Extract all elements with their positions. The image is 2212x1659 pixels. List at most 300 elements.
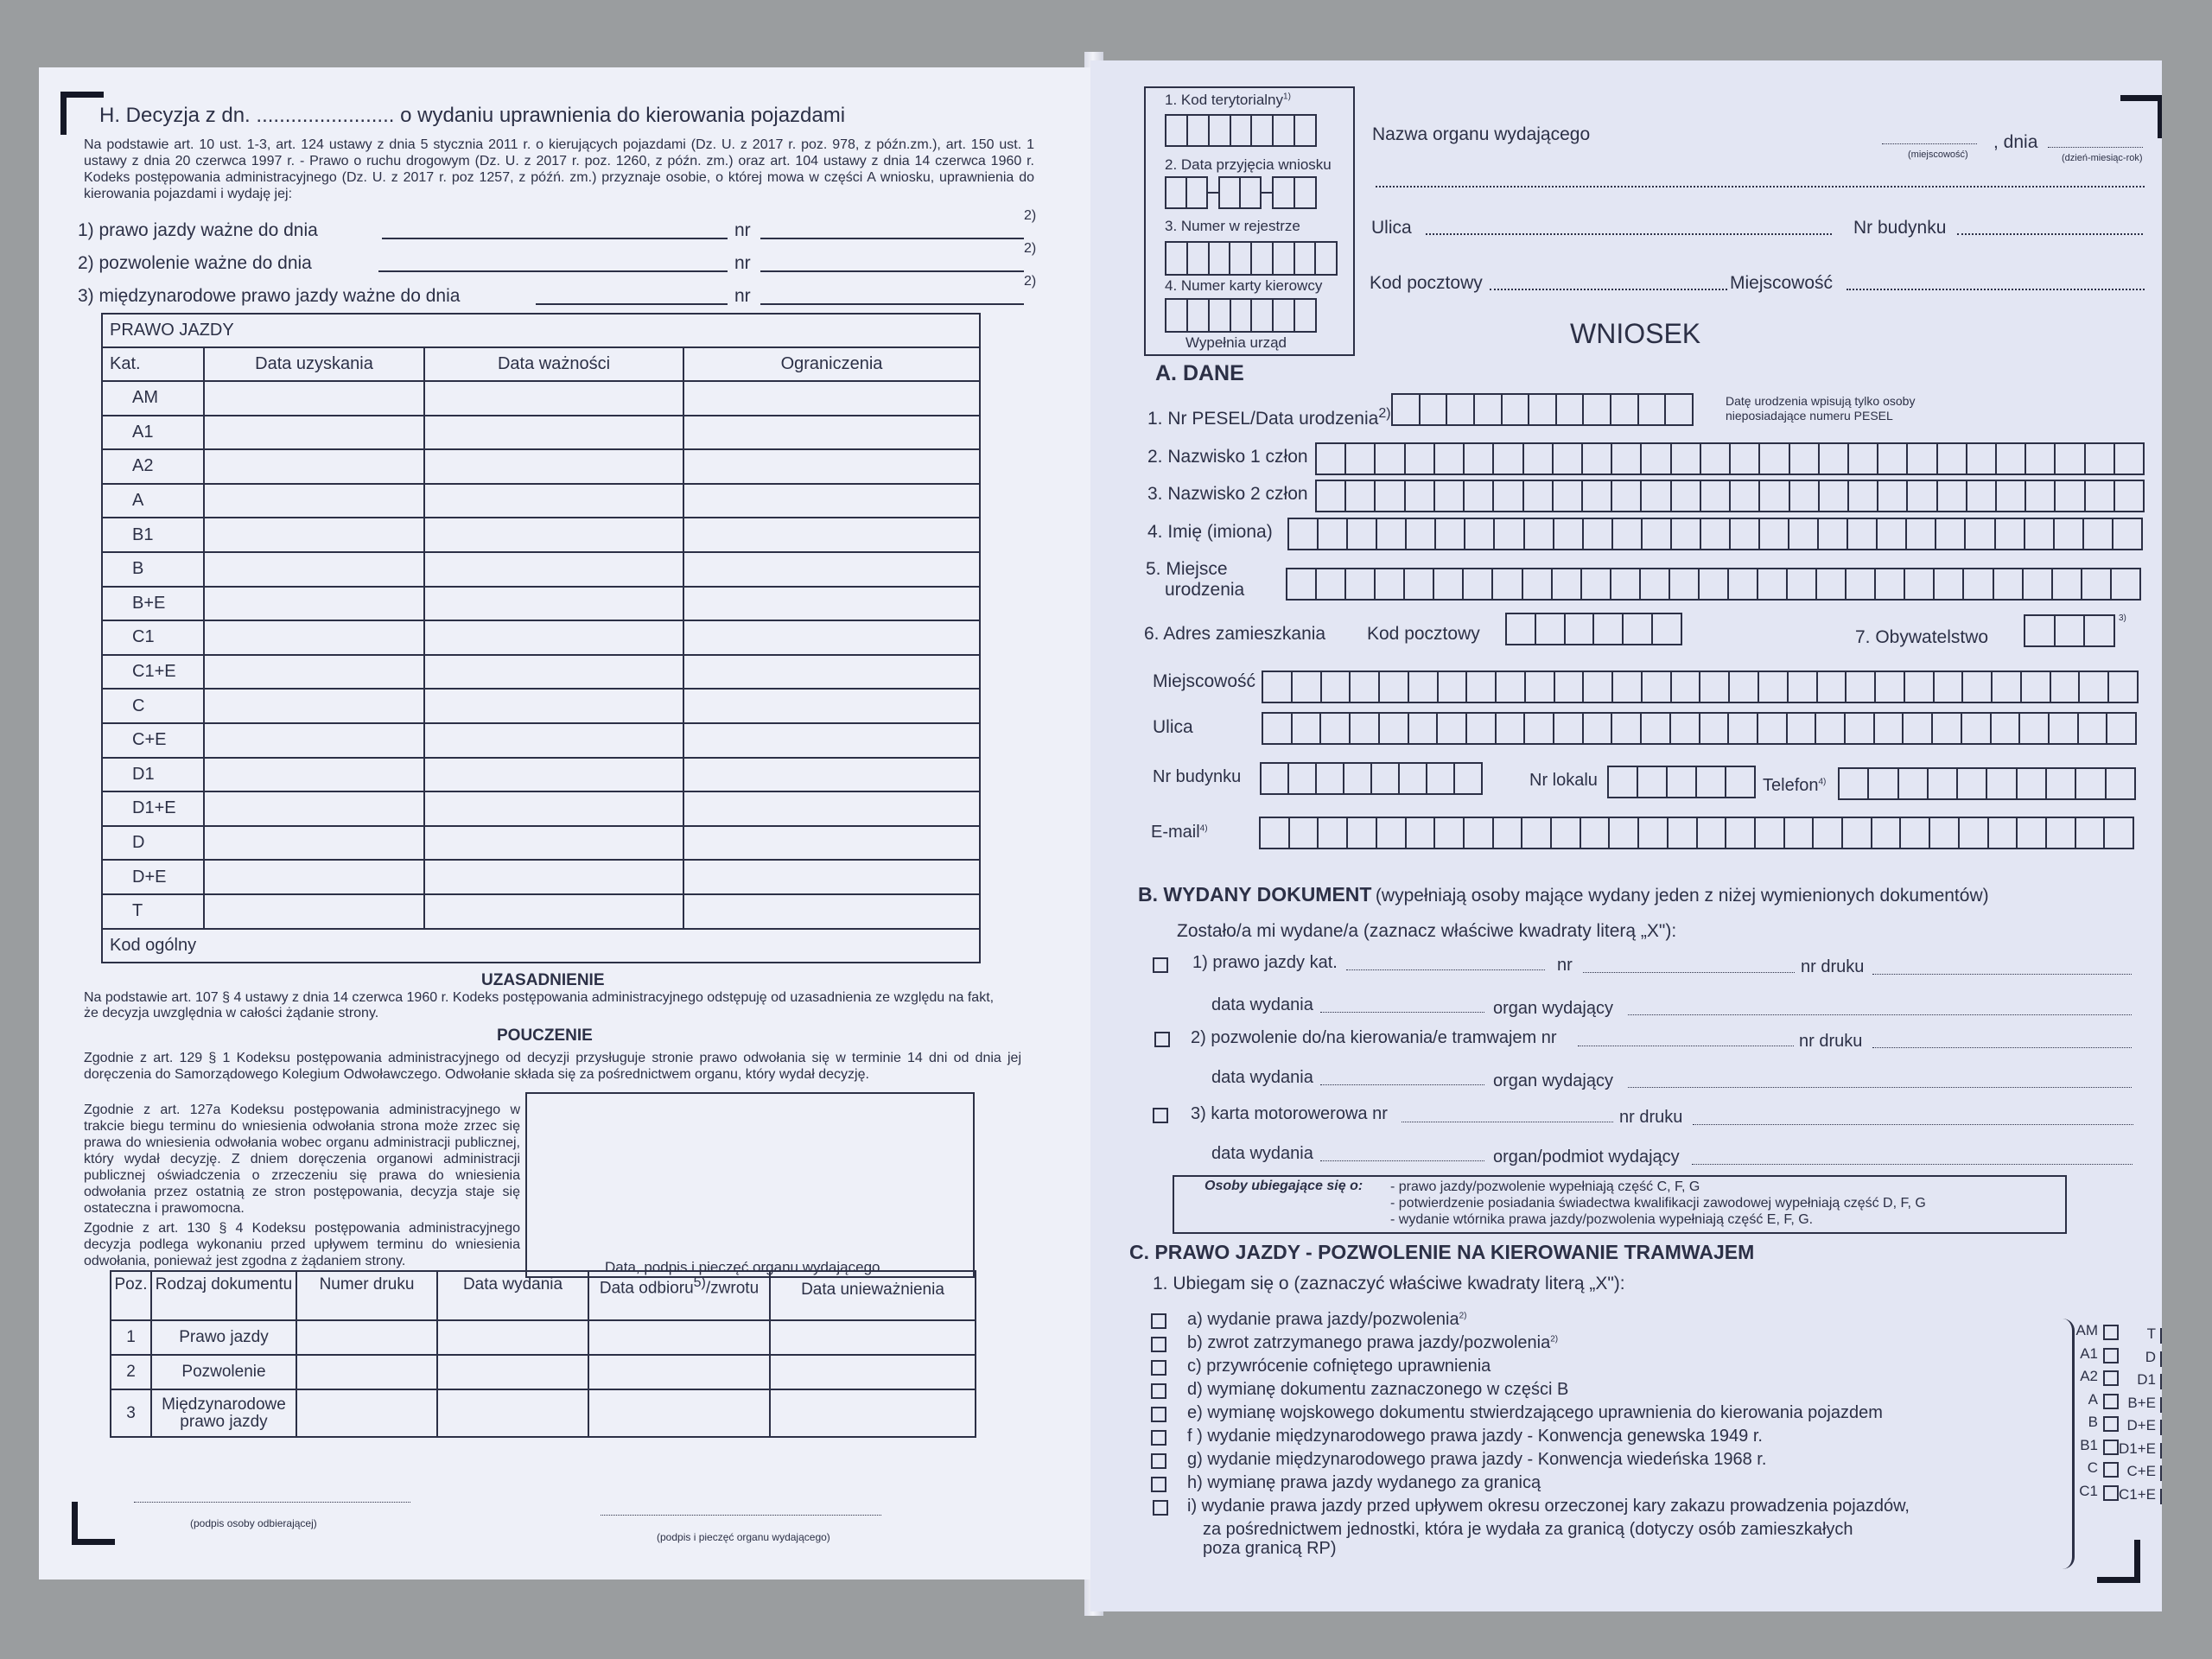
table-cell[interactable]: [683, 826, 980, 861]
char-box[interactable]: [1497, 672, 1526, 702]
char-box[interactable]: [2026, 444, 2056, 474]
cell[interactable]: [588, 1355, 770, 1389]
char-box[interactable]: [1406, 481, 1435, 511]
category-checkbox[interactable]: [2103, 1416, 2119, 1432]
char-box[interactable]: [2020, 714, 2050, 743]
char-box[interactable]: [1348, 519, 1377, 549]
char-box[interactable]: [1554, 481, 1583, 511]
table-cell[interactable]: [204, 689, 424, 723]
char-box[interactable]: [1848, 519, 1878, 549]
char-box[interactable]: [1289, 519, 1319, 549]
char-box[interactable]: [1435, 444, 1465, 474]
char-box[interactable]: [1523, 569, 1553, 599]
char-box[interactable]: [1878, 444, 1908, 474]
checkbox[interactable]: [1151, 1313, 1166, 1329]
email-boxes[interactable]: [1259, 817, 2134, 849]
char-box[interactable]: [1731, 481, 1760, 511]
char-box[interactable]: [1818, 672, 1847, 702]
char-box[interactable]: [2055, 519, 2084, 549]
nazwisko2-boxes[interactable]: [1315, 480, 2145, 512]
char-box[interactable]: [1700, 714, 1730, 743]
char-box[interactable]: [1348, 818, 1377, 848]
cell[interactable]: [296, 1389, 437, 1437]
char-box[interactable]: [1435, 818, 1465, 848]
char-box[interactable]: [1789, 672, 1818, 702]
char-box[interactable]: [1905, 569, 1935, 599]
char-box[interactable]: [1263, 672, 1293, 702]
char-box[interactable]: [1966, 519, 1995, 549]
cell[interactable]: [770, 1355, 976, 1389]
table-cell[interactable]: [424, 860, 683, 894]
char-box[interactable]: [1930, 818, 1960, 848]
char-box[interactable]: [1409, 672, 1439, 702]
char-box[interactable]: [1293, 714, 1322, 743]
char-box[interactable]: [2018, 769, 2047, 798]
char-box[interactable]: [1263, 714, 1293, 743]
checkbox[interactable]: [1151, 1337, 1166, 1352]
char-box[interactable]: [1467, 714, 1497, 743]
char-box[interactable]: [1672, 444, 1701, 474]
char-box[interactable]: [1317, 481, 1346, 511]
char-box[interactable]: [1869, 769, 1898, 798]
char-box[interactable]: [2082, 569, 2112, 599]
category-checkbox[interactable]: [2160, 1420, 2162, 1435]
table-cell[interactable]: [424, 758, 683, 792]
char-box[interactable]: [2076, 769, 2106, 798]
char-box[interactable]: [1612, 714, 1642, 743]
char-box[interactable]: [1672, 672, 1701, 702]
numer-rejestr-boxes[interactable]: [1165, 241, 1338, 276]
table-cell[interactable]: [683, 620, 980, 655]
char-box[interactable]: [1346, 444, 1376, 474]
char-box[interactable]: [1671, 714, 1700, 743]
char-box[interactable]: [1760, 519, 1789, 549]
char-box[interactable]: [1612, 444, 1642, 474]
cell[interactable]: [588, 1320, 770, 1355]
obywatelstwo-boxes[interactable]: [2024, 614, 2115, 647]
kod-pocztowy-boxes[interactable]: [1505, 613, 1682, 645]
char-box[interactable]: [1788, 569, 1817, 599]
category-checkbox[interactable]: [2103, 1462, 2119, 1478]
kod-pocztowy-field[interactable]: [1490, 289, 1727, 290]
char-box[interactable]: [1700, 569, 1729, 599]
category-checkbox[interactable]: [2103, 1325, 2119, 1340]
char-box[interactable]: [1612, 481, 1642, 511]
table-cell[interactable]: [204, 655, 424, 690]
char-box[interactable]: [1876, 569, 1905, 599]
char-box[interactable]: [2018, 818, 2047, 848]
char-box[interactable]: [1377, 519, 1407, 549]
checkbox[interactable]: [1153, 1108, 1168, 1123]
char-box[interactable]: [1758, 569, 1788, 599]
char-box[interactable]: [1933, 714, 1962, 743]
char-box[interactable]: [1321, 714, 1351, 743]
cell[interactable]: [437, 1355, 588, 1389]
cell[interactable]: [588, 1389, 770, 1437]
char-box[interactable]: [1322, 672, 1351, 702]
char-box[interactable]: [1319, 519, 1348, 549]
char-box[interactable]: [1820, 444, 1849, 474]
category-checkbox[interactable]: [2103, 1485, 2119, 1501]
table-cell[interactable]: [424, 518, 683, 552]
table-cell[interactable]: [424, 587, 683, 621]
char-box[interactable]: [1553, 569, 1582, 599]
table-cell[interactable]: [204, 894, 424, 929]
char-box[interactable]: [1376, 481, 1405, 511]
nazwisko1-boxes[interactable]: [1315, 442, 2145, 475]
pesel-boxes[interactable]: [1391, 393, 1694, 426]
char-box[interactable]: [1701, 519, 1731, 549]
cell[interactable]: [770, 1389, 976, 1437]
table-cell[interactable]: [683, 791, 980, 826]
char-box[interactable]: [1494, 818, 1523, 848]
char-box[interactable]: [1816, 714, 1846, 743]
validity-field[interactable]: [382, 238, 728, 239]
char-box[interactable]: [1967, 444, 1997, 474]
table-cell[interactable]: [424, 791, 683, 826]
field[interactable]: [1692, 1164, 2133, 1165]
table-cell[interactable]: [424, 894, 683, 929]
category-checkbox[interactable]: [2103, 1370, 2119, 1386]
validity-field[interactable]: [536, 303, 728, 305]
nr-budynku-field[interactable]: [1957, 233, 2143, 235]
char-box[interactable]: [1987, 769, 2017, 798]
cell[interactable]: [437, 1320, 588, 1355]
char-box[interactable]: [1938, 444, 1967, 474]
table-cell[interactable]: [683, 416, 980, 450]
char-box[interactable]: [1584, 672, 1613, 702]
char-box[interactable]: [1996, 519, 2025, 549]
char-box[interactable]: [1672, 519, 1701, 549]
char-box[interactable]: [1670, 569, 1700, 599]
char-box[interactable]: [1700, 672, 1730, 702]
category-checkbox[interactable]: [2103, 1440, 2119, 1455]
table-cell[interactable]: [424, 416, 683, 450]
table-cell[interactable]: [683, 381, 980, 416]
char-box[interactable]: [1351, 672, 1380, 702]
char-box[interactable]: [1346, 481, 1376, 511]
table-cell[interactable]: [204, 449, 424, 484]
char-box[interactable]: [1817, 569, 1847, 599]
table-cell[interactable]: [204, 723, 424, 758]
char-box[interactable]: [2022, 672, 2051, 702]
char-box[interactable]: [1641, 569, 1670, 599]
category-checkbox[interactable]: [2160, 1397, 2162, 1413]
char-box[interactable]: [1439, 672, 1468, 702]
char-box[interactable]: [1907, 519, 1936, 549]
char-box[interactable]: [1405, 569, 1434, 599]
char-box[interactable]: [1346, 569, 1376, 599]
char-box[interactable]: [1908, 444, 1937, 474]
char-box[interactable]: [1878, 481, 1908, 511]
char-box[interactable]: [1729, 714, 1758, 743]
char-box[interactable]: [1875, 714, 1904, 743]
char-box[interactable]: [1849, 481, 1878, 511]
char-box[interactable]: [1847, 569, 1876, 599]
char-box[interactable]: [1467, 672, 1497, 702]
char-box[interactable]: [1583, 481, 1612, 511]
char-box[interactable]: [1377, 818, 1407, 848]
char-box[interactable]: [1582, 569, 1611, 599]
char-box[interactable]: [1935, 569, 1964, 599]
char-box[interactable]: [1938, 481, 1967, 511]
table-cell[interactable]: [683, 587, 980, 621]
char-box[interactable]: [1997, 481, 2026, 511]
char-box[interactable]: [1493, 569, 1522, 599]
char-box[interactable]: [1613, 519, 1643, 549]
char-box[interactable]: [1555, 672, 1585, 702]
char-box[interactable]: [2047, 818, 2076, 848]
char-box[interactable]: [1494, 444, 1523, 474]
table-cell[interactable]: [683, 552, 980, 587]
char-box[interactable]: [1319, 818, 1348, 848]
char-box[interactable]: [1899, 769, 1929, 798]
table-cell[interactable]: [424, 655, 683, 690]
signature-box[interactable]: [525, 1092, 975, 1278]
char-box[interactable]: [1552, 818, 1581, 848]
category-checkbox[interactable]: [2160, 1351, 2162, 1367]
field[interactable]: [1693, 1124, 2133, 1125]
table-cell[interactable]: [683, 689, 980, 723]
char-box[interactable]: [1962, 714, 1992, 743]
category-checkbox[interactable]: [2160, 1374, 2162, 1389]
char-box[interactable]: [1790, 444, 1820, 474]
char-box[interactable]: [1788, 714, 1817, 743]
char-box[interactable]: [1759, 672, 1789, 702]
char-box[interactable]: [1992, 714, 2021, 743]
table-cell[interactable]: [204, 484, 424, 518]
char-box[interactable]: [1872, 818, 1902, 848]
char-box[interactable]: [1434, 569, 1464, 599]
table-cell[interactable]: [204, 381, 424, 416]
field[interactable]: [1628, 1087, 2132, 1088]
char-box[interactable]: [2026, 481, 2056, 511]
char-box[interactable]: [1989, 818, 2018, 848]
char-box[interactable]: [1584, 519, 1613, 549]
checkbox[interactable]: [1151, 1407, 1166, 1422]
table-cell[interactable]: [683, 894, 980, 929]
char-box[interactable]: [1465, 519, 1495, 549]
field[interactable]: [1320, 1160, 1484, 1161]
char-box[interactable]: [1729, 569, 1758, 599]
char-box[interactable]: [1726, 818, 1756, 848]
char-box[interactable]: [1495, 519, 1524, 549]
char-box[interactable]: [1760, 444, 1789, 474]
char-box[interactable]: [2079, 714, 2108, 743]
char-box[interactable]: [1669, 818, 1698, 848]
char-box[interactable]: [1642, 714, 1671, 743]
char-box[interactable]: [2056, 444, 2085, 474]
char-box[interactable]: [2105, 818, 2133, 848]
char-box[interactable]: [1465, 481, 1494, 511]
cell[interactable]: [296, 1320, 437, 1355]
checkbox[interactable]: [1151, 1383, 1166, 1399]
table-cell[interactable]: [204, 518, 424, 552]
char-box[interactable]: [1758, 714, 1788, 743]
char-box[interactable]: [1554, 444, 1583, 474]
char-box[interactable]: [2115, 481, 2143, 511]
char-box[interactable]: [1935, 672, 1964, 702]
field[interactable]: [1583, 972, 1795, 973]
ulica-field[interactable]: [1426, 233, 1832, 235]
char-box[interactable]: [1407, 818, 1436, 848]
char-box[interactable]: [1525, 519, 1554, 549]
char-box[interactable]: [1643, 519, 1672, 549]
table-cell[interactable]: [204, 791, 424, 826]
char-box[interactable]: [1380, 714, 1409, 743]
char-box[interactable]: [1731, 444, 1760, 474]
signature-line[interactable]: [601, 1515, 881, 1516]
char-box[interactable]: [1583, 444, 1612, 474]
table-cell[interactable]: [204, 552, 424, 587]
table-cell[interactable]: [204, 587, 424, 621]
char-box[interactable]: [1406, 444, 1435, 474]
char-box[interactable]: [2084, 519, 2113, 549]
miejsce-urodzenia-boxes[interactable]: [1286, 568, 2141, 601]
kod-terytorialny-boxes[interactable]: [1165, 114, 1317, 147]
char-box[interactable]: [1643, 672, 1672, 702]
char-box[interactable]: [2051, 672, 2081, 702]
checkbox[interactable]: [1151, 1477, 1166, 1492]
table-cell[interactable]: [424, 484, 683, 518]
char-box[interactable]: [1904, 714, 1933, 743]
char-box[interactable]: [2080, 672, 2109, 702]
char-box[interactable]: [1731, 519, 1760, 549]
nr-budynku-boxes[interactable]: [1260, 762, 1483, 795]
table-cell[interactable]: [204, 416, 424, 450]
telefon-boxes[interactable]: [1838, 767, 2136, 800]
char-box[interactable]: [1730, 672, 1759, 702]
char-box[interactable]: [1642, 444, 1671, 474]
char-box[interactable]: [1317, 444, 1346, 474]
ulica-boxes[interactable]: [1262, 712, 2137, 745]
char-box[interactable]: [1843, 818, 1872, 848]
checkbox[interactable]: [1151, 1360, 1166, 1376]
table-cell[interactable]: [424, 381, 683, 416]
char-box[interactable]: [2047, 769, 2076, 798]
char-box[interactable]: [1847, 672, 1876, 702]
char-box[interactable]: [1524, 481, 1554, 511]
char-box[interactable]: [1963, 672, 1993, 702]
char-box[interactable]: [1494, 481, 1523, 511]
date-field[interactable]: [2048, 147, 2143, 148]
char-box[interactable]: [2086, 481, 2115, 511]
checkbox[interactable]: [1151, 1453, 1166, 1469]
category-checkbox[interactable]: [2160, 1328, 2162, 1344]
char-box[interactable]: [1584, 714, 1613, 743]
checkbox[interactable]: [1151, 1430, 1166, 1446]
char-box[interactable]: [1878, 519, 1907, 549]
checkbox[interactable]: [1154, 1032, 1170, 1047]
category-checkbox[interactable]: [2160, 1489, 2162, 1504]
field[interactable]: [1628, 1014, 2132, 1015]
char-box[interactable]: [1407, 519, 1436, 549]
char-box[interactable]: [2109, 672, 2137, 702]
table-cell[interactable]: [204, 758, 424, 792]
char-box[interactable]: [2112, 569, 2139, 599]
char-box[interactable]: [2107, 769, 2134, 798]
field[interactable]: [1872, 974, 2132, 975]
date-year-boxes[interactable]: [1272, 176, 1317, 209]
table-cell[interactable]: [683, 655, 980, 690]
char-box[interactable]: [1287, 569, 1317, 599]
char-box[interactable]: [1436, 519, 1465, 549]
table-cell[interactable]: [683, 484, 980, 518]
char-box[interactable]: [1960, 818, 1989, 848]
char-box[interactable]: [1908, 481, 1937, 511]
char-box[interactable]: [1929, 769, 1958, 798]
char-box[interactable]: [2115, 444, 2143, 474]
char-box[interactable]: [1290, 818, 1319, 848]
char-box[interactable]: [1581, 818, 1611, 848]
field[interactable]: [1320, 1084, 1484, 1085]
field[interactable]: [1872, 1047, 2132, 1048]
table-cell[interactable]: [204, 826, 424, 861]
char-box[interactable]: [1814, 818, 1843, 848]
char-box[interactable]: [1819, 519, 1848, 549]
char-box[interactable]: [1789, 519, 1819, 549]
table-cell[interactable]: [204, 860, 424, 894]
char-box[interactable]: [1642, 481, 1671, 511]
miejscowosc-field[interactable]: [1882, 143, 1977, 144]
char-box[interactable]: [2024, 569, 2053, 599]
table-cell[interactable]: [683, 723, 980, 758]
char-box[interactable]: [1964, 569, 1993, 599]
table-cell[interactable]: [683, 758, 980, 792]
char-box[interactable]: [2053, 569, 2082, 599]
miejscowosc-boxes[interactable]: [1262, 671, 2139, 703]
char-box[interactable]: [1958, 769, 1987, 798]
table-cell[interactable]: [683, 449, 980, 484]
char-box[interactable]: [1261, 818, 1290, 848]
table-cell[interactable]: [424, 552, 683, 587]
char-box[interactable]: [1994, 569, 2024, 599]
table-cell[interactable]: [683, 518, 980, 552]
char-box[interactable]: [1672, 481, 1701, 511]
char-box[interactable]: [1554, 519, 1584, 549]
table-cell[interactable]: [424, 620, 683, 655]
cell[interactable]: [770, 1320, 976, 1355]
char-box[interactable]: [1610, 818, 1639, 848]
miejscowosc-field[interactable]: [1847, 289, 2145, 290]
char-box[interactable]: [1846, 714, 1875, 743]
validity-field[interactable]: [378, 270, 728, 272]
category-checkbox[interactable]: [2160, 1465, 2162, 1481]
date-day-boxes[interactable]: [1165, 176, 1208, 209]
char-box[interactable]: [1760, 481, 1789, 511]
char-box[interactable]: [1701, 481, 1731, 511]
checkbox[interactable]: [1153, 1500, 1168, 1516]
table-cell[interactable]: [424, 826, 683, 861]
char-box[interactable]: [1820, 481, 1849, 511]
char-box[interactable]: [1936, 519, 1966, 549]
organ-name-field[interactable]: [1376, 186, 2145, 188]
char-box[interactable]: [2056, 481, 2085, 511]
checkbox[interactable]: [1153, 957, 1168, 973]
char-box[interactable]: [2050, 714, 2079, 743]
nr-field[interactable]: [760, 303, 1024, 305]
char-box[interactable]: [1526, 672, 1555, 702]
nr-field[interactable]: [760, 270, 1024, 272]
char-box[interactable]: [1993, 672, 2022, 702]
char-box[interactable]: [1435, 481, 1465, 511]
char-box[interactable]: [1901, 818, 1930, 848]
char-box[interactable]: [1376, 569, 1405, 599]
char-box[interactable]: [1464, 569, 1493, 599]
table-cell[interactable]: [424, 723, 683, 758]
char-box[interactable]: [1613, 672, 1643, 702]
table-cell[interactable]: [683, 860, 980, 894]
